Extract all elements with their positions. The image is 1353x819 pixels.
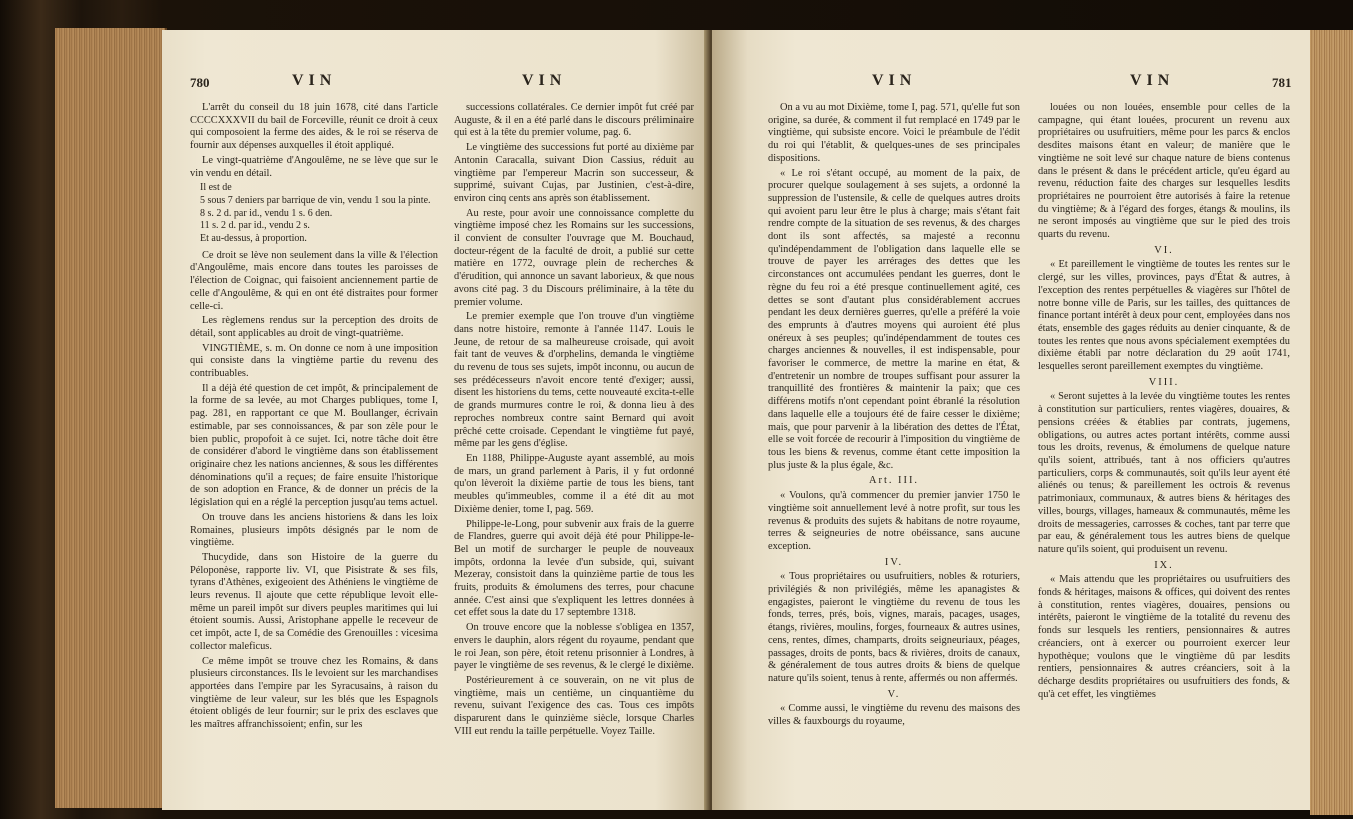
entry-heading: VINGTIÈME, s. m. On donne ce nom à une imposition qui consiste dans la vingtième partie du revenu des contribuables. <box>190 342 438 380</box>
paragraph: Le premier exemple que l'on trouve d'un vingtième dans notre histoire, remonte à l'année 1147. Louis le Jeune, de retour de sa malheureuse croisade, qui avoit fait tant de veuves & d'orphelins, demanda le vingtième du revenu de tous ses sujets, impôt inconnu, ou aucun de ses prédécesseurs n'avoit encore tenté d'exiger; aussi, disent les historiens du tems, cette nouveauté excita-t-elle de grands murmures contre le roi, & donna lieu à des reproches nombreux contre saint Bernard qui avoit prêché cette croisade. Cependant le vingtième fut payé, même par les gens d'église. <box>454 311 694 450</box>
running-head-right-1: VIN <box>872 72 917 89</box>
paragraph: Les règlemens rendus sur la perception des droits de détail, sont applicables au droit de vingt-quatrième. <box>190 315 438 339</box>
paragraph: « Seront sujettes à la levée du vingtième toutes les rentes à constitution sur particuliers, rentes viagères, douaires, & pensions créées & établies par contrats, jugemens, obligations, ou autres actes portant intérêts, comme aussi tous les droits, revenus, & émolumens de quelque nature qu'ils soient, attribués, tant à nos officiers qu'autres particuliers, corps & communautés, soit qu'ils leur ayent été aliénés ou tenus; & pareillement les octrois & revenus patrimoniaux, communaux, & autres biens & héritages des villes, bourgs, villages, hameaux & communautés, même les droits de messageries, carrosses & coches, tant par terre que par eau, & généralement tous les autres biens de quelque nature qu'ils soient, qui produisent un revenu. <box>1038 391 1290 555</box>
paragraph: « Mais attendu que les propriétaires ou usufruitiers des fonds & héritages, maisons & offices, qui doivent des rentes à constitution, rentes viagères, douaires, pensions ou intérêts, paieront le vingtième de la totalité du revenu des fonds sur lesquels les rentiers, pensionnaires & autres créanciers, ont à exercer ou pourroient exercer leur hypothèque; voulons que le vingtième dû par lesdits rentiers, pensionnaires & autres créanciers, soit à la décharge desdits propriétaires ou usufruitiers des fonds, & qu'à cet effet, les vingtièmes <box>1038 574 1290 700</box>
paragraph: Philippe-le-Long, pour subvenir aux frais de la guerre de Flandres, guerre qui avoit déjà été pour Philippe-le-Bel un motif de surcharger le peuple de nouveaux impôts, ordonna la levée d'un subside, qui, suivant Mezeray, consistoit dans la quinzième partie de tous les fruits, produits & émolumens des terres, pour chacune année. C'est ainsi que s'expliquent les lettres données à cet effet sous la date du 17 septembre 1318. <box>454 518 694 619</box>
paragraph: « Le roi s'étant occupé, au moment de la paix, de procurer quelque soulagement à ses sujets, a ordonné la suppression de l'ustensile, & celle de quelques autres droits qui avoient paru leur être le plus à charge; mais s'étant fait rendre compte de la situation de ses revenus, & des charges dont ils sont affectés, sa majesté a reconnu qu'indépendamment de l'obligation dans laquelle elle se trouve de payer les arrérages des dettes que les circonstances ont accumulées pendant les guerres, dont le règne du feu roi a été presque continuellement agité, ces dettes se sont d'autant plus considérablement accrues pendant les deux dernières guerres, qu'elle a préféré la voie des emprunts à d'autres moyens qui auroient été plus onéreux à ses peuples; qu'indépendamment de toutes ces charges anciennes & nouvelles, il est indispensable, pour favoriser le commerce, de mettre la marine en état, & d'entretenir un nombre de troupes suffisant pour assurer la tranquillité des frontières & maintenir la paix; que ces différens motifs n'ont cependant point ébranlé la résolution dans laquelle elle a toujours été de faire cesser le dixième; mais, que pour parvenir à la libération des dettes de l'État, elle se voit forcée de recourir à l'imposition du vingtième de tous les biens & revenus, comme étant cette imposition la plus juste & la plus égale, &c. <box>768 167 1020 471</box>
article-heading: Art. III. <box>868 475 920 487</box>
paragraph: En 1188, Philippe-Auguste ayant assemblé, au mois de mars, un grand parlement à Paris, il y fut ordonné qu'on lèveroit la dixième partie de tous les biens, tant meubles qu'immeubles, comme il a été dit au mot Dixième denier, tome I, pag. 569. <box>454 452 694 515</box>
page-number-right: 781 <box>1272 75 1292 90</box>
right-page <box>712 30 1310 810</box>
paragraph: louées ou non louées, ensemble pour celles de la campagne, qui étant louées, procurent un revenu aux propriétaires ou usufruitiers, même pour les parcs & enclos desdites maisons étant en valeur; de manière que le vingtième ne soit levé sur chaque nature de biens contenus dans le présent & dans le précédent article, qu'eu égard au revenu, réduction faite des charges sur lesquelles lesdits propriétaires ne pourroient être autorisés à faire la retenue du vingtième; & à l'égard des forges, étangs & moulins, ils ne seront imposés au vingtième que sur le pied des trois quarts du revenu. <box>1038 102 1290 241</box>
paragraph: Le vingtième des successions fut porté au dixième par Antonin Caracalla, suivant Dion Cassius, réduit au vingtième par l'empereur Macrin son successeur, & supprimé, suivant Cujas, par Justinien, c'est-à-dire, environ cinq cents ans après son établissement. <box>454 142 694 204</box>
paragraph: Ce même impôt se trouve chez les Romains, & dans plusieurs circonstances. Ils le levoient sur les marchandises apportées dans l'empire par les Syracusains, à raison du vingtième de leur valeur, sur les blés que les Espagnols étoient obligés de leur fournir; sur le prix des esclaves que les maîtres affranchissoient; enfin, sur les <box>190 655 438 731</box>
paragraph: On trouve dans les anciens historiens & dans les loix Romaines, plusieurs impôts désignés par le nom de vingtième. <box>190 511 438 549</box>
running-head-right-2: VIN <box>1130 72 1175 89</box>
right-page-column-1 <box>768 102 1020 802</box>
left-page <box>162 30 710 810</box>
running-head-left-1: VIN <box>292 72 337 89</box>
left-page-column-1 <box>190 102 438 802</box>
article-heading: V. <box>887 688 901 700</box>
paragraph: Il a déjà été question de cet impôt, & principalement de la forme de sa levée, au mot Charges publiques, tome I, pag. 281, en rapportant ce que M. Boullanger, écrivain estimable, par ses connoissances, & par son zèle pour le bien public, propofoit à ce sujet. Ici, notre tâche doit être de considérer d'abord le vingtième dans son établissement originaire chez les nations anciennes, & sous les différentes dénominations qu'il a reçues; de faire ensuite l'historique de son adoption en France, & de donner un précis de la législation qui en a réglé la perception jusqu'au tems actuel. <box>190 382 438 509</box>
paragraph: Postérieurement à ce souverain, on ne vit plus de vingtième, mais un centième, un cinquantième du revenu, suivant l'exigence des cas. Tous ces impôts disparurent dans le quinzième siècle, lorsque Charles VIII eut rendu la taille perpétuelle. Voyez Taille. <box>454 674 694 737</box>
tariff-line: 5 sous 7 deniers par barrique de vin, vendu 1 sou la pinte. <box>200 194 431 206</box>
paragraph: « Et pareillement le vingtième de toutes les rentes sur le clergé, sur les villes, provinces, pays d'État & autres, à l'exception des rentes perpétuelles & viagères sur l'hôtel de notre bonne ville de Paris, sur les tailles, des quittances de finance portant intérêt à deux pour cent, employées dans nos états, ensemble des gages réduits au denier cinquante, & de toutes les rentes que nous avons spécialement exemptées du dixième établi par notre déclaration du 29 août 1741, lesquelles seront pareillement exemptes du vingtième. <box>1038 259 1290 373</box>
tariff-line: 11 s. 2 d. par id., vendu 2 s. <box>200 220 310 232</box>
tariff-line: Et au-dessus, à proportion. <box>200 233 307 245</box>
paragraph: successions collatérales. Ce dernier impôt fut créé par Auguste, & il en a été parlé dans le discours préliminaire qui est à la tête du premier volume, pag. 6. <box>454 102 694 139</box>
article-heading: IV. <box>884 556 904 568</box>
paragraph: On a vu au mot Dixième, tome I, pag. 571, qu'elle fut son origine, sa durée, & comment il fut remplacé en 1749 par le vingtième, qui subsiste encore. Voici le préambule de l'édit du roi qui l'établit, & quelques-unes de ses principales dispositions. <box>768 102 1020 164</box>
article-heading: IX. <box>1154 559 1174 571</box>
page-number-left: 780 <box>190 75 210 90</box>
paragraph: « Comme aussi, le vingtième du revenu des maisons des villes & fauxbourgs du royaume, <box>768 703 1020 728</box>
right-page-column-2 <box>1038 102 1290 802</box>
tariff-list <box>200 182 438 246</box>
page-edges-left <box>55 28 167 808</box>
tariff-label: Il est de <box>200 182 232 194</box>
paragraph: Ce droit se lève non seulement dans la ville & l'élection d'Angoulême, mais encore dans toutes les paroisses de l'élection de Coignac, qui faisoient anciennement partie de celle d'Angoulême, & qui en ont été distraites pour former celle-ci. <box>190 249 438 312</box>
paragraph: « Voulons, qu'à commencer du premier janvier 1750 le vingtième soit annuellement levé à notre profit, sur tous les revenus & produits des sujets & habitans de notre royaume, terres & seigneuries de notre obéissance, sans aucune exception. <box>768 490 1020 552</box>
left-page-column-2 <box>454 102 694 802</box>
paragraph: Le vingt-quatrième d'Angoulême, ne se lève que sur le vin vendu en détail. <box>190 154 438 179</box>
paragraph: Au reste, pour avoir une connoissance complette du vingtième imposé chez les Romains sur les successions, il convient de consulter l'ouvrage que M. Bouchaud, docteur-régent de la faculté de droit, a publié sur cette matière en 1772, ouvrage plein de recherches & d'érudition, qui annonce un savant laborieux, & que nous avons cité pag. 3 du Discours préliminaire, à la tête du premier volume. <box>454 207 694 308</box>
page-edges-right <box>1310 30 1353 815</box>
paragraph: L'arrêt du conseil du 18 juin 1678, cité dans l'article CCCCXXXVII du bail de Forceville, réunit ce droit à ceux qui composoient la ferme des aides, & le roi se réserva de fournir aux dépenses auxquelles il étoit appliqué. <box>190 102 438 152</box>
paragraph: « Tous propriétaires ou usufruitiers, nobles & roturiers, privilégiés & non privilégiés, même les apanagistes & engagistes, paieront le vingtième du revenu de tous les fonds, terres, prés, bois, vignes, marais, pacages, usages, étangs, rivières, moulins, forges, fourneaux & autres usines, cens, rentes, dîmes, champarts, droits seigneuriaux, péages, passages, droits de ponts, bacs & rivières, droits de canaux, & généralement de tous autres droits & biens de quelque nature qu'ils soient, tenus à rente, affermés ou non affermés. <box>768 571 1020 684</box>
article-heading: VIII. <box>1148 376 1180 388</box>
paragraph: Thucydide, dans son Histoire de la guerre du Péloponèse, rapporte liv. VI, que Pisistrate & ses fils, tyrans d'Athènes, exigeoient des Athéniens le vingtième de leurs revenus. Il ajoute que cette république levoit elle-même un pareil impôt sur divers peuples maritimes qui lui étoient soumis. Aussi, Aristophane appelle le receveur de cet impôt, acte I, de sa Comédie des Grenouilles : vicesima collector maleficus. <box>190 551 438 652</box>
running-head-left-2: VIN <box>522 72 567 89</box>
article-heading: VI. <box>1154 244 1174 256</box>
tariff-line: 8 s. 2 d. par id., vendu 1 s. 6 den. <box>200 207 333 219</box>
paragraph: On trouve encore que la noblesse s'obligea en 1357, envers le dauphin, alors régent du royaume, pendant que le roi Jean, son père, étoit retenu prisonnier à Londres, à payer le vingtième de ses revenus, & le clergé le dixième. <box>454 622 694 672</box>
